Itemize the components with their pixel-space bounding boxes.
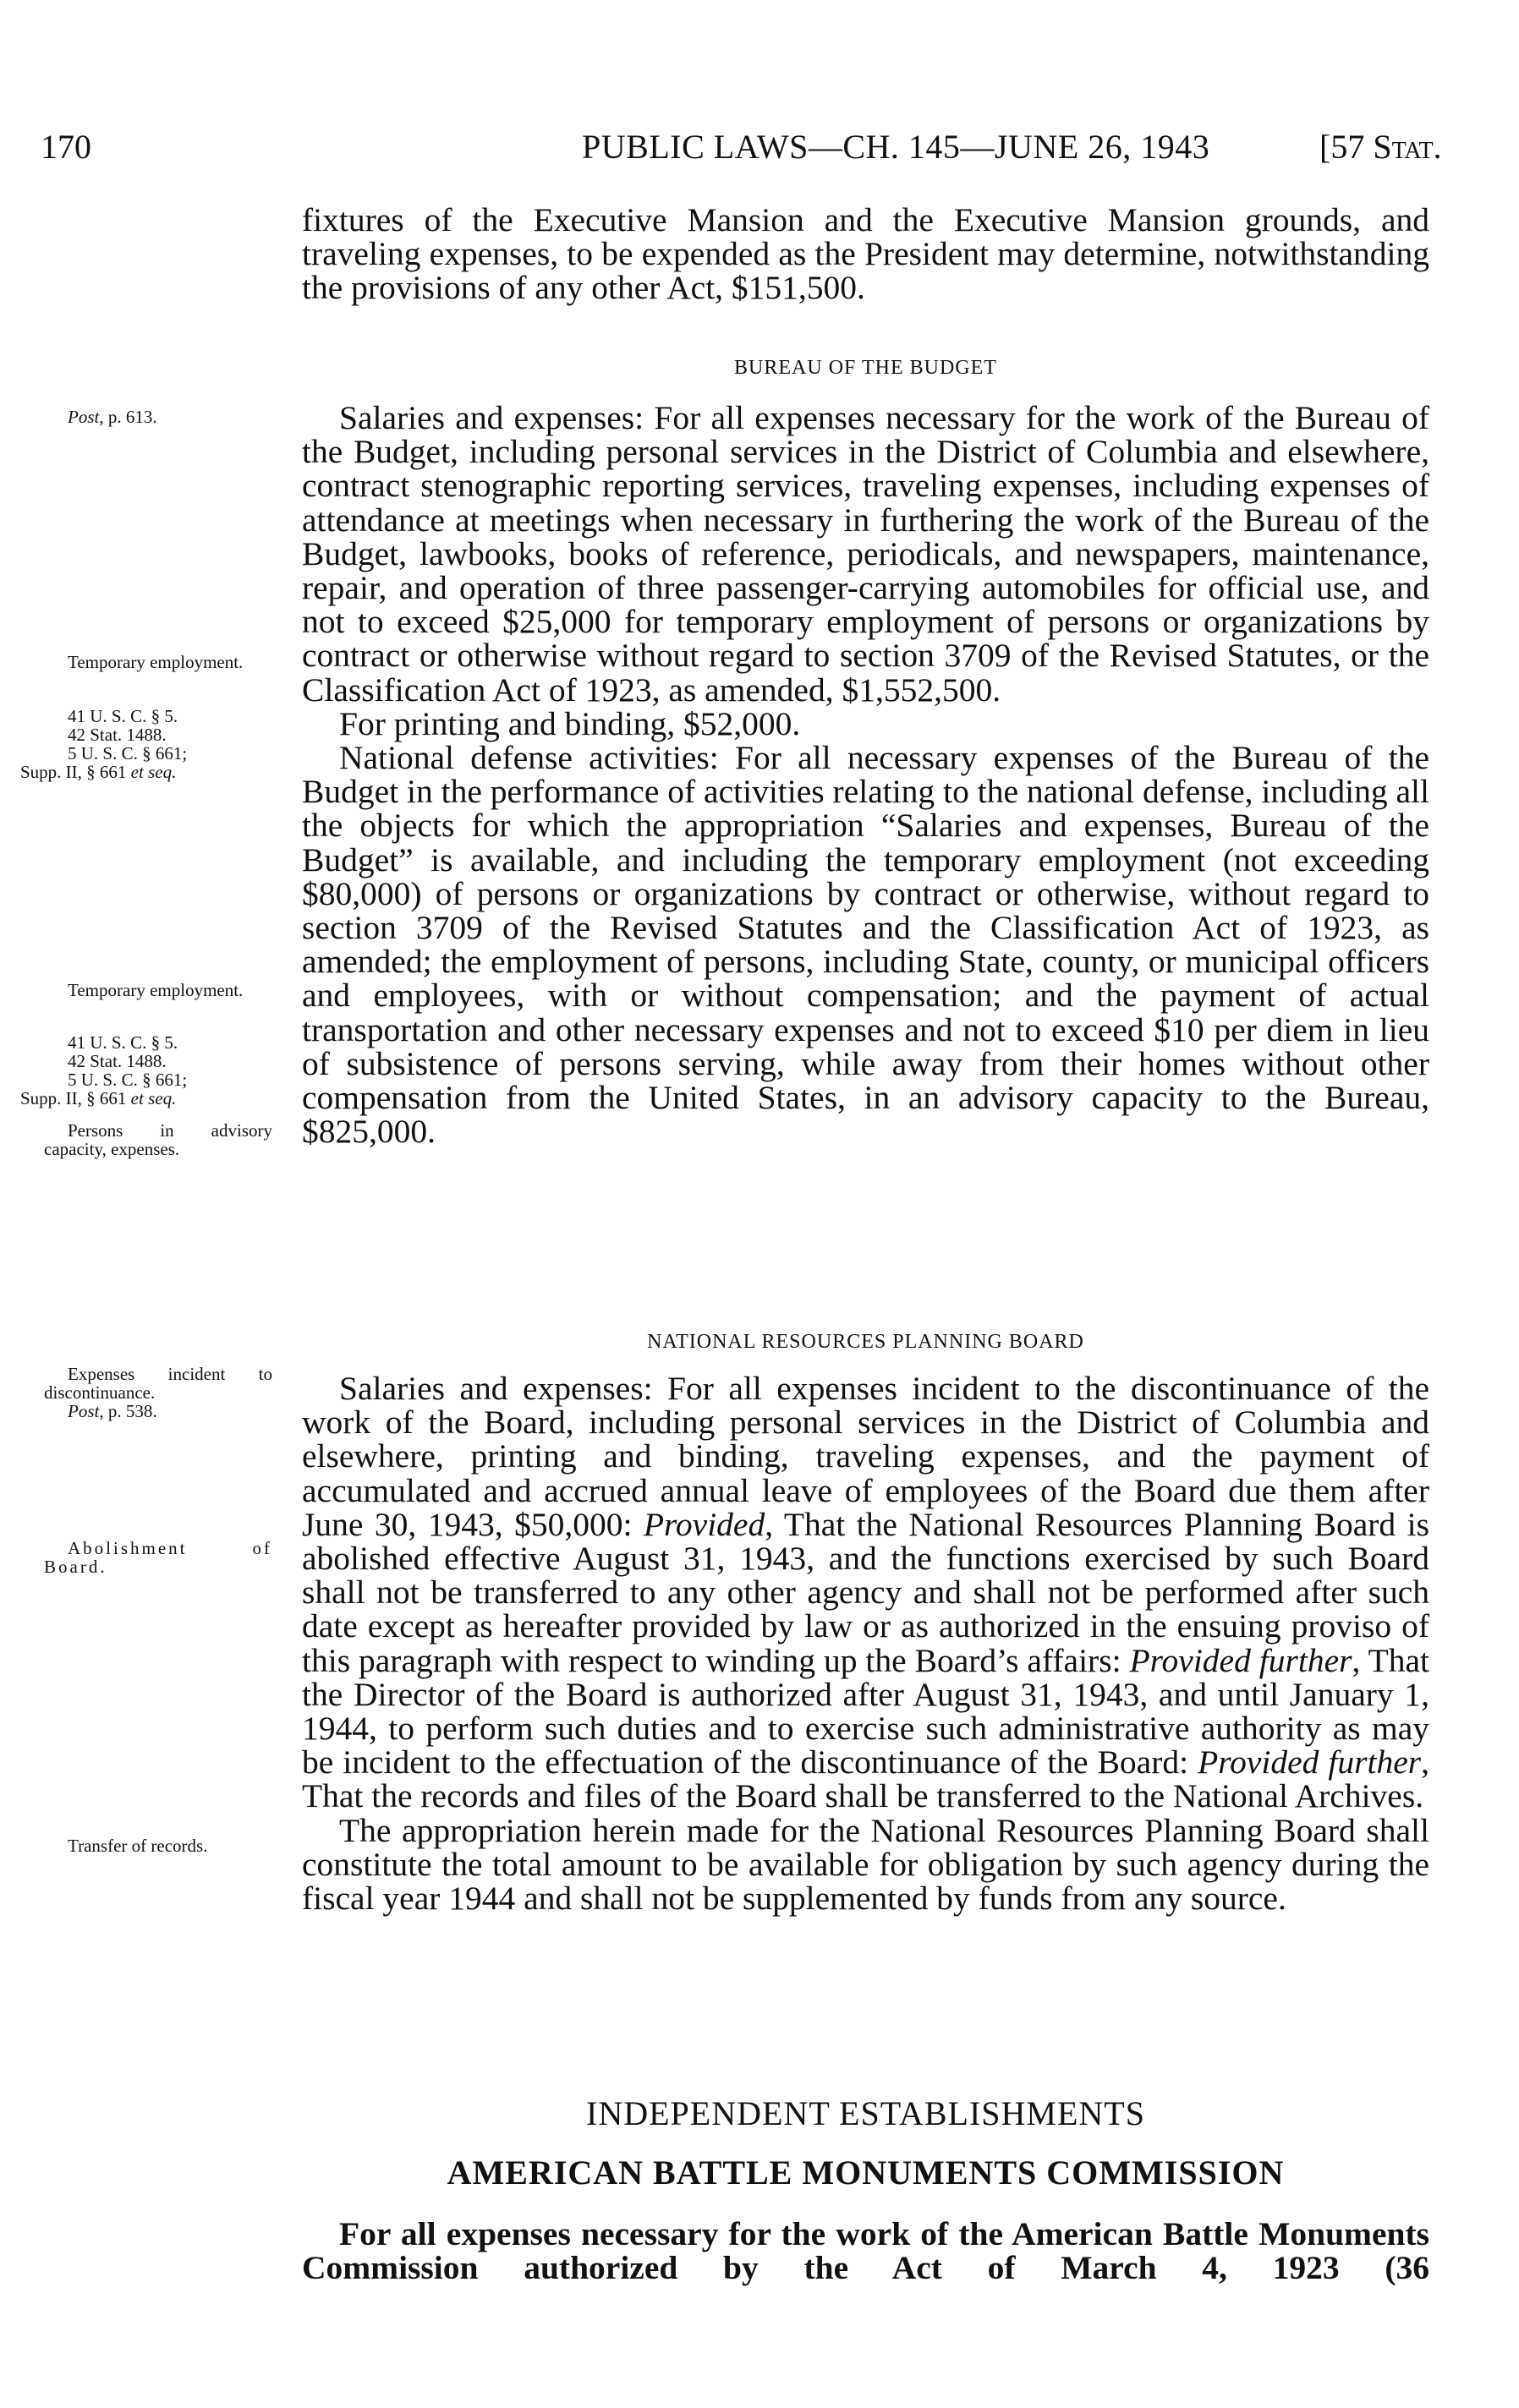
nrpb-salaries-paragraph — [302, 1371, 1429, 1814]
national-defense-paragraph: National defense activities: For all necessary expenses of the Bureau of the Budget in the performance of activities relating to the national defense, including all the objects for which the appropriation “Salaries and expenses, Bureau of the Budget” is available, and including the temporary employment (not exceeding $80,000) of persons or organizations by contract or otherwise, without regard to section 3709 of the Revised Statutes and the Classification Act of 1923, as amended; the employment of persons, including State, county, or municipal officers and employees, with or without compensation; and the payment of actual transportation and other necessary expenses and not to exceed $10 per diem in lieu of subsistence of persons serving, while away from their homes without other compensation from the United States, in an advisory capacity to the Bureau, $825,000. — [302, 739, 1429, 1151]
proviso-italic: Provided further — [1198, 1743, 1422, 1781]
salaries-expenses-paragraph: Salaries and expenses: For all expenses necessary for the work of the Bureau of the Budget, including personal services in the District of Columbia and elsewhere, contract stenographic reporting services, traveling expenses, including expenses of attendance at meetings when necessary in furthering the work of the Bureau of the Budget, lawbooks, books of reference, periodicals, and newspapers, maintenance, repair, and operation of three passenger-carrying automobiles for official use, and not to exceed $25,000 for temporary employment of persons or organizations by contract or otherwise without regard to section 3709 of the Revised Statutes, or the Classification Act of 1923, as amended, $1,552,500. — [302, 399, 1429, 709]
margin-note-expenses-discontinuance — [44, 1365, 272, 1420]
citation-line: 41 U. S. C. § 5. — [68, 1032, 178, 1053]
appropriation-limit-paragraph: The appropriation herein made for the National Resources Planning Board shall constitute the total amount to be available for obligation by such agency during the fiscal year 1944 and shall not be supplemented by funds from any source. — [302, 1811, 1429, 1918]
proviso-italic: Provided — [643, 1505, 765, 1543]
citation-text: Supp. II, § 661 — [20, 762, 131, 782]
margin-note-transfer-records: Transfer of records. — [68, 1836, 208, 1856]
margin-note-text: , p. 538. — [99, 1401, 157, 1421]
citation-line: 42 Stat. 1488. — [68, 725, 167, 745]
margin-note-citations — [20, 1032, 272, 1108]
paragraph-text: , That the records and files of the Board shall be transferred to the National Archives. — [302, 1743, 1429, 1815]
paragraph-text: Salaries and expenses: For all expenses incident to the discontinuance of the work of the Board, including personal services in the District of Columbia and elsewhere, printing and binding, traveling expenses, and the payment of accumulated and accrued annual leave of employees of the Board due them after June 30, 1943, $50,000: — [302, 1370, 1429, 1543]
nrpb-section — [302, 1370, 1430, 1918]
margin-note-temporary-employment: Temporary employment. — [68, 652, 244, 672]
section-heading-bureau-budget: BUREAU OF THE BUDGET — [734, 357, 997, 379]
section-heading-independent-establishments: INDEPENDENT ESTABLISHMENTS — [586, 2094, 1145, 2132]
printing-binding-paragraph: For printing and binding, $52,000. — [339, 704, 801, 742]
paragraph-text: , That the Director of the Board is authorized after August 31, 1943, and until January 1, 1944, to perform such duties and to exercise such administrative authority as may be incident to the effectuation of the discontinuance of the Board: — [302, 1641, 1430, 1781]
margin-note-temporary-employment: Temporary employment. — [68, 980, 244, 1000]
abmc-section — [302, 2217, 1429, 2285]
citation-line — [20, 1088, 272, 1108]
abmc-paragraph: For all expenses necessary for the work of the American Battle Monuments Commission authorized by the Act of March 4, 1923 (36 — [302, 2215, 1429, 2287]
volume-reference: [57 Stat. — [1319, 128, 1442, 166]
margin-note-text: Expenses incident to discontinuance. — [44, 1364, 272, 1403]
margin-note-italic: Post — [68, 1401, 100, 1421]
citation-line: 41 U. S. C. § 5. — [68, 706, 178, 726]
section-heading-abmc: AMERICAN BATTLE MONUMENTS COMMISSION — [447, 2154, 1285, 2192]
continuation-paragraph — [302, 203, 1429, 305]
citation-italic: et seq. — [130, 1088, 177, 1108]
running-title: PUBLIC LAWS—CH. 145—JUNE 26, 1943 — [582, 128, 1210, 166]
margin-note-post-613 — [44, 408, 272, 426]
margin-note-sub — [44, 1402, 272, 1420]
citation-line: 42 Stat. 1488. — [68, 1051, 167, 1071]
margin-note-citations — [20, 706, 272, 782]
paragraph-text: , That the National Resources Planning Board is abolished effective August 31, 1943, and the functions exercised by such Board shall not be transferred to any other agency and shall not be performed after such date except as hereafter provided by law or as authorized in the ensuing proviso of this paragraph with respect to winding up the Board’s affairs: — [302, 1505, 1429, 1679]
margin-note-abolishment: Abolishment of Board. — [44, 1538, 272, 1577]
section-heading-nrpb: NATIONAL RESOURCES PLANNING BOARD — [647, 1331, 1084, 1353]
citation-line — [20, 762, 272, 782]
margin-note-italic: Post — [68, 407, 100, 427]
paragraph-text: fixtures of the Executive Mansion and the Executive Mansion grounds, and traveling expenses, to be expended as the President may determine, notwithstanding the provisions of any other Act, $151,500. — [302, 201, 1429, 307]
bureau-budget-section — [302, 399, 1429, 1151]
citation-line: 5 U. S. C. § 661; — [68, 1070, 188, 1090]
proviso-italic: Provided further — [1129, 1641, 1352, 1679]
citation-text: Supp. II, § 661 — [20, 1088, 131, 1108]
margin-note-persons-advisory: Persons in advisory capacity, expenses. — [44, 1120, 272, 1159]
margin-note-text: , p. 613. — [99, 407, 157, 427]
citation-italic: et seq. — [130, 762, 177, 782]
page-number: 170 — [41, 128, 91, 166]
citation-line: 5 U. S. C. § 661; — [68, 743, 188, 763]
